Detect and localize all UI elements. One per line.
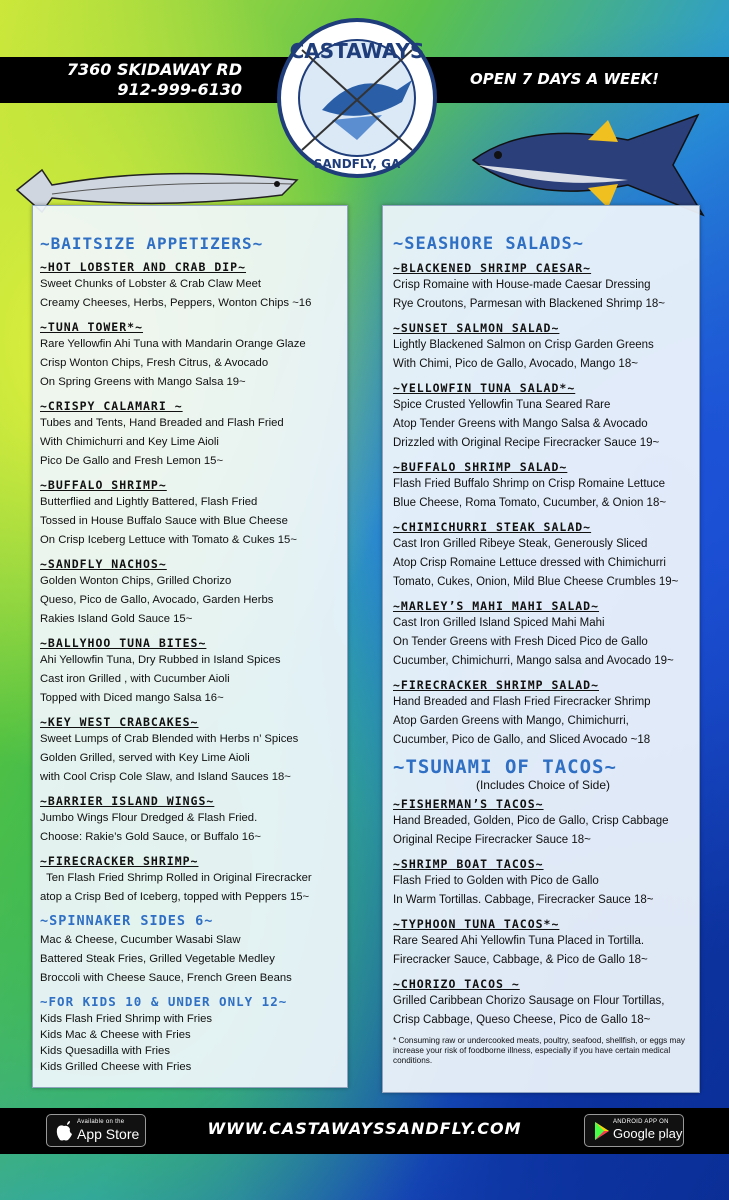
- item-name: ~CHIMICHURRI STEAK SALAD~: [393, 520, 592, 534]
- salads-title: ~SEASHORE SALADS~: [393, 234, 584, 254]
- item-desc: Cucumber, Pico de Gallo, and Sliced Avocado ~18: [393, 734, 651, 746]
- item-name: ~BARRIER ISLAND WINGS~: [40, 794, 215, 808]
- item-desc: Rakies Island Gold Sauce 15~: [40, 613, 193, 625]
- tacos-title: ~TSUNAMI OF TACOS~: [393, 756, 617, 778]
- item-desc: Kids Mac & Cheese with Fries: [40, 1029, 191, 1041]
- menu-item: [393, 916, 699, 970]
- item-desc: Sweet Chunks of Lobster & Crab Claw Meet: [40, 278, 262, 290]
- item-name: ~HOT LOBSTER AND CRAB DIP~: [40, 260, 247, 274]
- appstore-big-text: App Store: [77, 1126, 140, 1142]
- item-name: ~YELLOWFIN TUNA SALAD*~: [393, 381, 576, 395]
- item-desc: On Tender Greens with Fresh Diced Pico de Gallo: [393, 636, 648, 648]
- menu-item: [40, 635, 347, 708]
- item-name: ~FIRECRACKER SHRIMP~: [40, 854, 199, 868]
- item-desc: Original Recipe Firecracker Sauce 18~: [393, 834, 591, 846]
- menu-item: [40, 556, 347, 629]
- item-desc: Choose: Rakie’s Gold Sauce, or Buffalo 16~: [40, 831, 261, 843]
- item-name: ~KEY WEST CRABCAKES~: [40, 715, 199, 729]
- item-name: ~TUNA TOWER*~: [40, 320, 144, 334]
- item-desc: With Chimichurri and Key Lime Aioli: [40, 436, 219, 448]
- appstore-small-text: Available on the: [77, 1119, 125, 1125]
- item-name: ~BLACKENED SHRIMP CAESAR~: [393, 261, 592, 275]
- item-name: ~FIRECRACKER SHRIMP SALAD~: [393, 678, 600, 692]
- item-desc: Flash Fried to Golden with Pico de Gallo: [393, 875, 599, 887]
- item-desc: atop a Crisp Bed of Iceberg, topped with Peppers 15~: [40, 891, 310, 903]
- item-desc: Cast iron Grilled , with Cucumber Aioli: [40, 673, 230, 685]
- menu-item: [40, 319, 347, 392]
- item-desc: Cast Iron Grilled Island Spiced Mahi Mahi: [393, 617, 605, 629]
- google-small-text: ANDROID APP ON: [613, 1119, 669, 1125]
- item-desc: Kids Quesadilla with Fries: [40, 1045, 170, 1057]
- menu-item: [393, 677, 699, 750]
- menu-item: [393, 856, 699, 910]
- item-desc: Butterflied and Lightly Battered, Flash Fried: [40, 496, 258, 508]
- google-play-icon: [593, 1121, 611, 1141]
- item-desc: Hand Breaded, Golden, Pico de Gallo, Crisp Cabbage: [393, 815, 669, 827]
- item-desc: Mac & Cheese, Cucumber Wasabi Slaw: [40, 934, 241, 946]
- salads-panel: [382, 205, 700, 1093]
- menu-item: [393, 260, 699, 314]
- item-desc: Broccoli with Cheese Sauce, French Green Beans: [40, 972, 292, 984]
- item-name: ~BUFFALO SHRIMP SALAD~: [393, 460, 568, 474]
- tuna-image: [468, 110, 708, 220]
- item-desc: Hand Breaded and Flash Fried Firecracker Shrimp: [393, 696, 651, 708]
- menu-item: [40, 853, 347, 907]
- item-desc: Tomato, Cukes, Onion, Mild Blue Cheese Crumbles 19~: [393, 576, 679, 588]
- item-desc: Sweet Lumps of Crab Blended with Herbs n’ Spices: [40, 733, 299, 745]
- item-desc: with Cool Crisp Cole Slaw, and Island Sauces 18~: [40, 771, 291, 783]
- item-desc: Spice Crusted Yellowfin Tuna Seared Rare: [393, 399, 611, 411]
- sides-title: ~SPINNAKER SIDES 6~: [40, 913, 214, 929]
- item-desc: Kids Flash Fried Shrimp with Fries: [40, 1013, 213, 1025]
- appetizers-panel: [32, 205, 348, 1088]
- item-desc: Atop Garden Greens with Mango, Chimichurri,: [393, 715, 629, 727]
- item-desc: Jumbo Wings Flour Dredged & Flash Fried.: [40, 812, 258, 824]
- address-line: 7360 SKIDAWAY RD: [66, 60, 242, 79]
- item-desc: Grilled Caribbean Chorizo Sausage on Flour Tortillas,: [393, 995, 665, 1007]
- item-desc: Flash Fried Buffalo Shrimp on Crisp Romaine Lettuce: [393, 478, 666, 490]
- item-desc: Pico De Gallo and Fresh Lemon 15~: [40, 455, 224, 467]
- item-desc: Golden Grilled, served with Key Lime Aioli: [40, 752, 250, 764]
- kids-list: [40, 1011, 347, 1075]
- item-desc: With Chimi, Pico de Gallo, Avocado, Mango 18~: [393, 358, 638, 370]
- phone-number[interactable]: 912-999-6130: [117, 80, 242, 99]
- item-desc: Ten Flash Fried Shrimp Rolled in Original Firecracker: [40, 872, 312, 884]
- tacos-subtitle: (Includes Choice of Side): [475, 778, 611, 792]
- item-name: ~CHORIZO TACOS ~: [393, 977, 520, 991]
- item-desc: Drizzled with Original Recipe Firecracker Sauce 19~: [393, 437, 660, 449]
- item-desc: Creamy Cheeses, Herbs, Peppers, Wonton Chips ~16: [40, 297, 312, 309]
- menu-item: [40, 477, 347, 550]
- address-block: [0, 60, 242, 100]
- item-name: ~TYPHOON TUNA TACOS*~: [393, 917, 560, 931]
- item-name: ~BUFFALO SHRIMP~: [40, 478, 167, 492]
- item-desc: Rare Yellowfin Ahi Tuna with Mandarin Orange Glaze: [40, 338, 306, 350]
- menu-item: [393, 976, 699, 1030]
- item-desc: Crisp Wonton Chips, Fresh Citrus, & Avocado: [40, 357, 269, 369]
- item-desc: On Crisp Iceberg Lettuce with Tomato & Cukes 15~: [40, 534, 297, 546]
- item-name: ~MARLEY’S MAHI MAHI SALAD~: [393, 599, 600, 613]
- menu-item: [393, 320, 699, 374]
- google-play-badge[interactable]: [584, 1114, 684, 1147]
- menu-item: [40, 398, 347, 471]
- item-desc: Ahi Yellowfin Tuna, Dry Rubbed in Island Spices: [40, 654, 281, 666]
- item-name: ~SHRIMP BOAT TACOS~: [393, 857, 544, 871]
- item-name: ~SANDFLY NACHOS~: [40, 557, 167, 571]
- item-desc: Crisp Romaine with House-made Caesar Dressing: [393, 279, 651, 291]
- item-name: ~BALLYHOO TUNA BITES~: [40, 636, 207, 650]
- item-desc: Lightly Blackened Salmon on Crisp Garden Greens: [393, 339, 654, 351]
- appetizers-title: ~BAITSIZE APPETIZERS~: [40, 234, 264, 253]
- item-desc: Rye Croutons, Parmesan with Blackened Shrimp 18~: [393, 298, 665, 310]
- google-big-text: Google play: [613, 1126, 683, 1141]
- item-desc: Topped with Diced mango Salsa 16~: [40, 692, 224, 704]
- menu-item: [393, 459, 699, 513]
- menu-item: [393, 796, 699, 850]
- food-safety-disclaimer: * Consuming raw or undercooked meats, poultry, seafood, shellfish, or eggs may increase your risk of foodborne illness, especially if you have certain medical conditions.: [393, 1036, 686, 1065]
- item-name: ~CRISPY CALAMARI ~: [40, 399, 183, 413]
- item-desc: Queso, Pico de Gallo, Avocado, Garden Herbs: [40, 594, 274, 606]
- item-desc: Atop Crisp Romaine Lettuce dressed with Chimichurri: [393, 557, 666, 569]
- item-name: ~SUNSET SALMON SALAD~: [393, 321, 560, 335]
- item-desc: Rare Seared Ahi Yellowfin Tuna Placed in Tortilla.: [393, 935, 645, 947]
- item-desc: Tossed in House Buffalo Sauce with Blue Cheese: [40, 515, 288, 527]
- item-desc: In Warm Tortillas. Cabbage, Firecracker Sauce 18~: [393, 894, 654, 906]
- menu-item: [40, 714, 347, 787]
- menu-item: [40, 259, 347, 313]
- menu-item: [393, 380, 699, 453]
- website-link[interactable]: WWW.CASTAWAYSSANDFLY.COM: [207, 1119, 522, 1138]
- item-desc: Kids Grilled Cheese with Fries: [40, 1061, 192, 1073]
- logo-name: CASTAWAYS: [289, 39, 425, 63]
- kids-title: ~FOR KIDS 10 & UNDER ONLY 12~: [40, 994, 288, 1009]
- item-desc: Battered Steak Fries, Grilled Vegetable Medley: [40, 953, 275, 965]
- item-desc: Golden Wonton Chips, Grilled Chorizo: [40, 575, 232, 587]
- item-desc: Cucumber, Chimichurri, Mango salsa and Avocado 19~: [393, 655, 674, 667]
- logo-location: SANDFLY, GA: [313, 157, 401, 171]
- item-desc: Cast Iron Grilled Ribeye Steak, Generously Sliced: [393, 538, 648, 550]
- item-desc: Firecracker Sauce, Cabbage, & Pico de Gallo 18~: [393, 954, 648, 966]
- item-desc: On Spring Greens with Mango Salsa 19~: [40, 376, 246, 388]
- item-desc: Crisp Cabbage, Queso Cheese, Pico de Gallo 18~: [393, 1014, 651, 1026]
- item-desc: Tubes and Tents, Hand Breaded and Flash Fried: [40, 417, 284, 429]
- item-desc: Atop Tender Greens with Mango Salsa & Avocado: [393, 418, 648, 430]
- menu-item: [393, 519, 699, 592]
- sides-list: [40, 931, 347, 988]
- menu-item: [393, 598, 699, 671]
- menu-item: [40, 793, 347, 847]
- item-desc: Blue Cheese, Roma Tomato, Cucumber, & Onion 18~: [393, 497, 667, 509]
- item-name: ~FISHERMAN’S TACOS~: [393, 797, 544, 811]
- hours-text: OPEN 7 DAYS A WEEK!: [470, 70, 659, 88]
